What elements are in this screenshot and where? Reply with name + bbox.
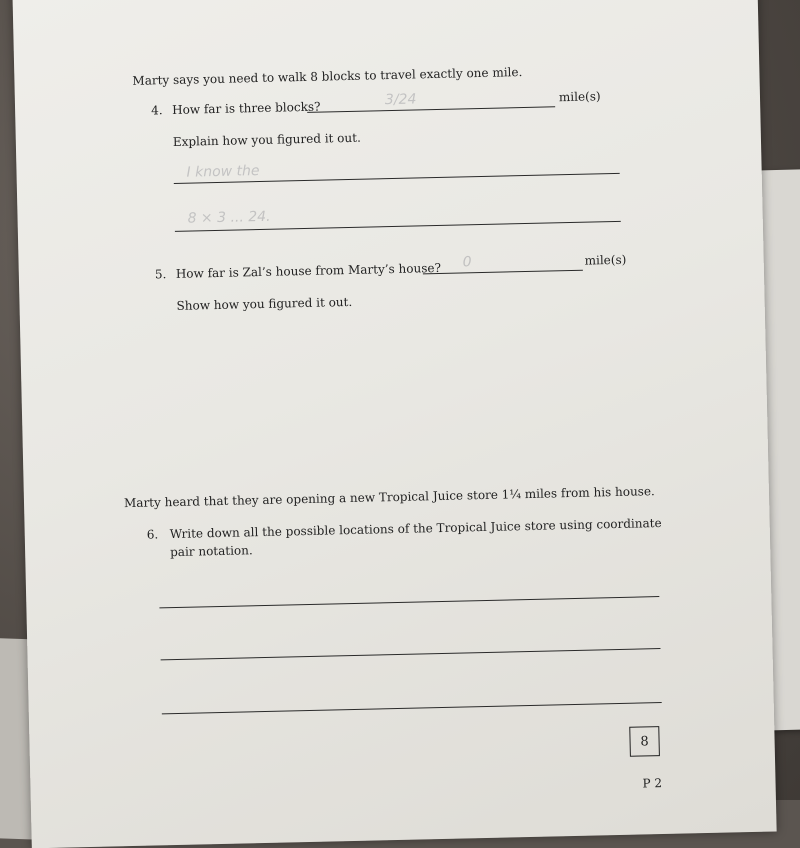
q4-number: 4.: [150, 103, 163, 118]
intro-text: Marty says you need to walk 8 blocks to travel exactly one mile.: [132, 65, 523, 88]
q4-answer-line[interactable]: [307, 106, 555, 113]
q4-explain-handwritten-1: I know the: [186, 163, 260, 181]
intro2-text: Marty heard that they are opening a new Tropical Juice store 1¼ miles from his house.: [123, 484, 655, 511]
q5-question: How far is Zal’s house from Marty’s house?: [175, 260, 442, 281]
page-number: 8: [640, 733, 649, 750]
worksheet-page: [12, 0, 776, 848]
q4-question: How far is three blocks?: [171, 99, 321, 117]
q5-answer-line[interactable]: [423, 270, 583, 275]
q6-number: 6.: [146, 527, 159, 542]
page-label: P 2: [642, 776, 663, 791]
page-number-box: [629, 726, 660, 757]
q6-answer-line-1[interactable]: [159, 596, 659, 608]
q6-question-line-1: Write down all the possible locations of the Tropical Juice store using coordinate: [169, 515, 662, 542]
q4-explain-handwritten-2: 8 × 3 ... 24.: [187, 208, 271, 227]
q5-number: 5.: [154, 267, 167, 282]
q6-question-line-2: pair notation.: [170, 543, 253, 560]
q5-show-prompt: Show how you figured it out.: [176, 294, 353, 313]
q5-handwritten-answer: 0: [462, 254, 472, 271]
q6-answer-line-2[interactable]: [161, 648, 661, 660]
q4-explain-prompt: Explain how you figured it out.: [172, 130, 361, 149]
q4-unit: mile(s): [558, 89, 601, 105]
q4-handwritten-answer: 3/24: [384, 91, 417, 109]
q5-unit: mile(s): [584, 252, 627, 268]
q6-answer-line-3[interactable]: [162, 702, 662, 714]
